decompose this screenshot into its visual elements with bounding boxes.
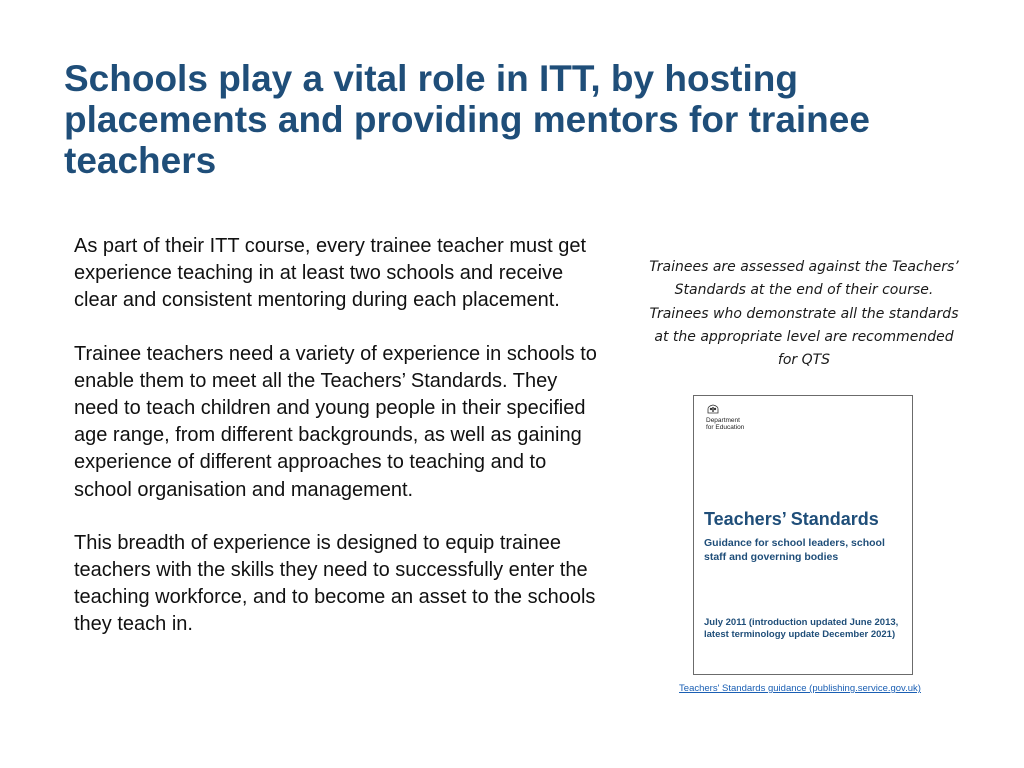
- cover-date: July 2011 (introduction updated June 2013, latest terminology update December 2021): [704, 617, 899, 640]
- teachers-standards-cover: [693, 395, 913, 675]
- assessment-caption: Trainees are assessed against the Teachers’ Standards at the end of their course. Trainees who demonstrate all the standards at the appropriate level are recommended for QTS: [649, 259, 959, 369]
- slide-title: Schools play a vital role in ITT, by hosting placements and providing mentors for trainee teachers: [64, 58, 870, 181]
- royal-crest-icon: [706, 404, 720, 414]
- cover-title: Teachers’ Standards: [704, 509, 879, 529]
- paragraph-variety: Trainee teachers need a variety of experience in schools to enable them to meet all the Teachers’ Standards. They need to teach children and young people in their specified age range, from different backgrounds, as well as gaining experience of different approaches to teaching and to school organisation and management.: [74, 342, 597, 501]
- paragraph-placements: As part of their ITT course, every trainee teacher must get experience teaching in at least two schools and receive clear and consistent mentoring during each placement.: [74, 235, 587, 312]
- body-text: [74, 233, 599, 665]
- cover-subtitle: Guidance for school leaders, school staff and governing bodies: [704, 537, 885, 563]
- department-name-line1: Department: [706, 417, 740, 424]
- paragraph-breadth: This breadth of experience is designed to equip trainee teachers with the skills they need to successfully enter the teaching workforce, and to become an asset to the schools they teach in.: [74, 531, 596, 636]
- teachers-standards-guidance-link[interactable]: Teachers' Standards guidance (publishing.service.gov.uk): [679, 683, 921, 694]
- department-name-line2: for Education: [706, 424, 745, 431]
